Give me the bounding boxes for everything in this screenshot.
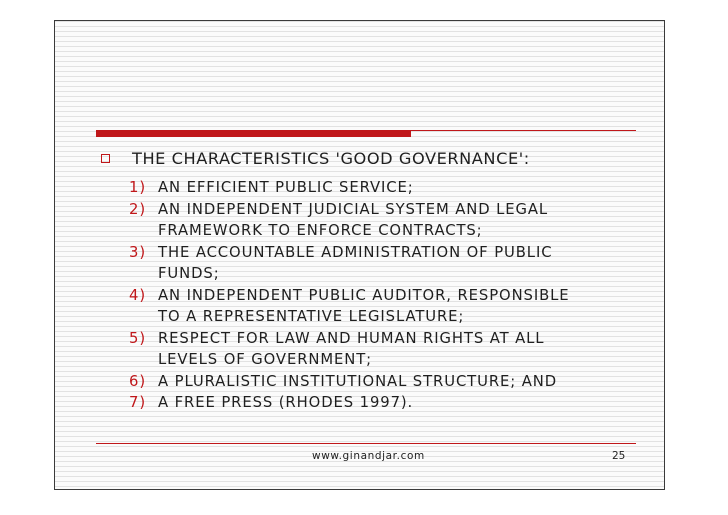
title-accent-bar — [96, 130, 411, 137]
footer-url: www.ginandjar.com — [312, 450, 425, 462]
list-item — [99, 199, 644, 242]
numbered-list — [99, 177, 644, 414]
list-item — [99, 392, 644, 414]
list-item — [99, 371, 644, 393]
heading-row — [99, 144, 644, 174]
list-item — [99, 177, 644, 199]
list-item-number: 1) — [129, 179, 146, 196]
list-item — [99, 242, 644, 285]
slide-heading: THE CHARACTERISTICS 'GOOD GOVERNANCE': — [132, 149, 530, 168]
list-item-text-line: A FREE PRESS (RHODES 1997). — [158, 394, 414, 411]
list-item-text-line: AN INDEPENDENT PUBLIC AUDITOR, RESPONSIBLE — [158, 286, 570, 304]
square-bullet-icon — [101, 154, 110, 163]
list-item-text-line: AN INDEPENDENT JUDICIAL SYSTEM AND LEGAL — [158, 200, 549, 218]
list-item-text-line: AN EFFICIENT PUBLIC SERVICE; — [158, 179, 414, 196]
title-accent-line — [411, 130, 636, 131]
list-item-text-line: A PLURALISTIC INSTITUTIONAL STRUCTURE; AND — [158, 372, 558, 390]
list-item-number: 4) — [129, 286, 146, 304]
footer-divider — [96, 443, 636, 444]
list-item-text-line: TO A REPRESENTATIVE LEGISLATURE; — [158, 308, 465, 325]
list-item-number: 2) — [129, 200, 146, 218]
list-item-text-line: THE ACCOUNTABLE ADMINISTRATION OF PUBLIC — [158, 243, 553, 261]
list-item-text-line: FRAMEWORK TO ENFORCE CONTRACTS; — [158, 222, 483, 239]
page-number: 25 — [612, 450, 626, 462]
list-item-number: 7) — [129, 394, 146, 411]
list-item-number: 5) — [129, 329, 146, 347]
list-item — [99, 285, 644, 328]
list-item-number: 6) — [129, 372, 146, 390]
list-item-text-line: LEVELS OF GOVERNMENT; — [158, 351, 373, 368]
slide-content — [99, 144, 644, 414]
list-item-text-line: RESPECT FOR LAW AND HUMAN RIGHTS AT ALL — [158, 329, 545, 347]
list-item-number: 3) — [129, 243, 146, 261]
list-item — [99, 328, 644, 371]
list-item-text-line: FUNDS; — [158, 265, 220, 282]
